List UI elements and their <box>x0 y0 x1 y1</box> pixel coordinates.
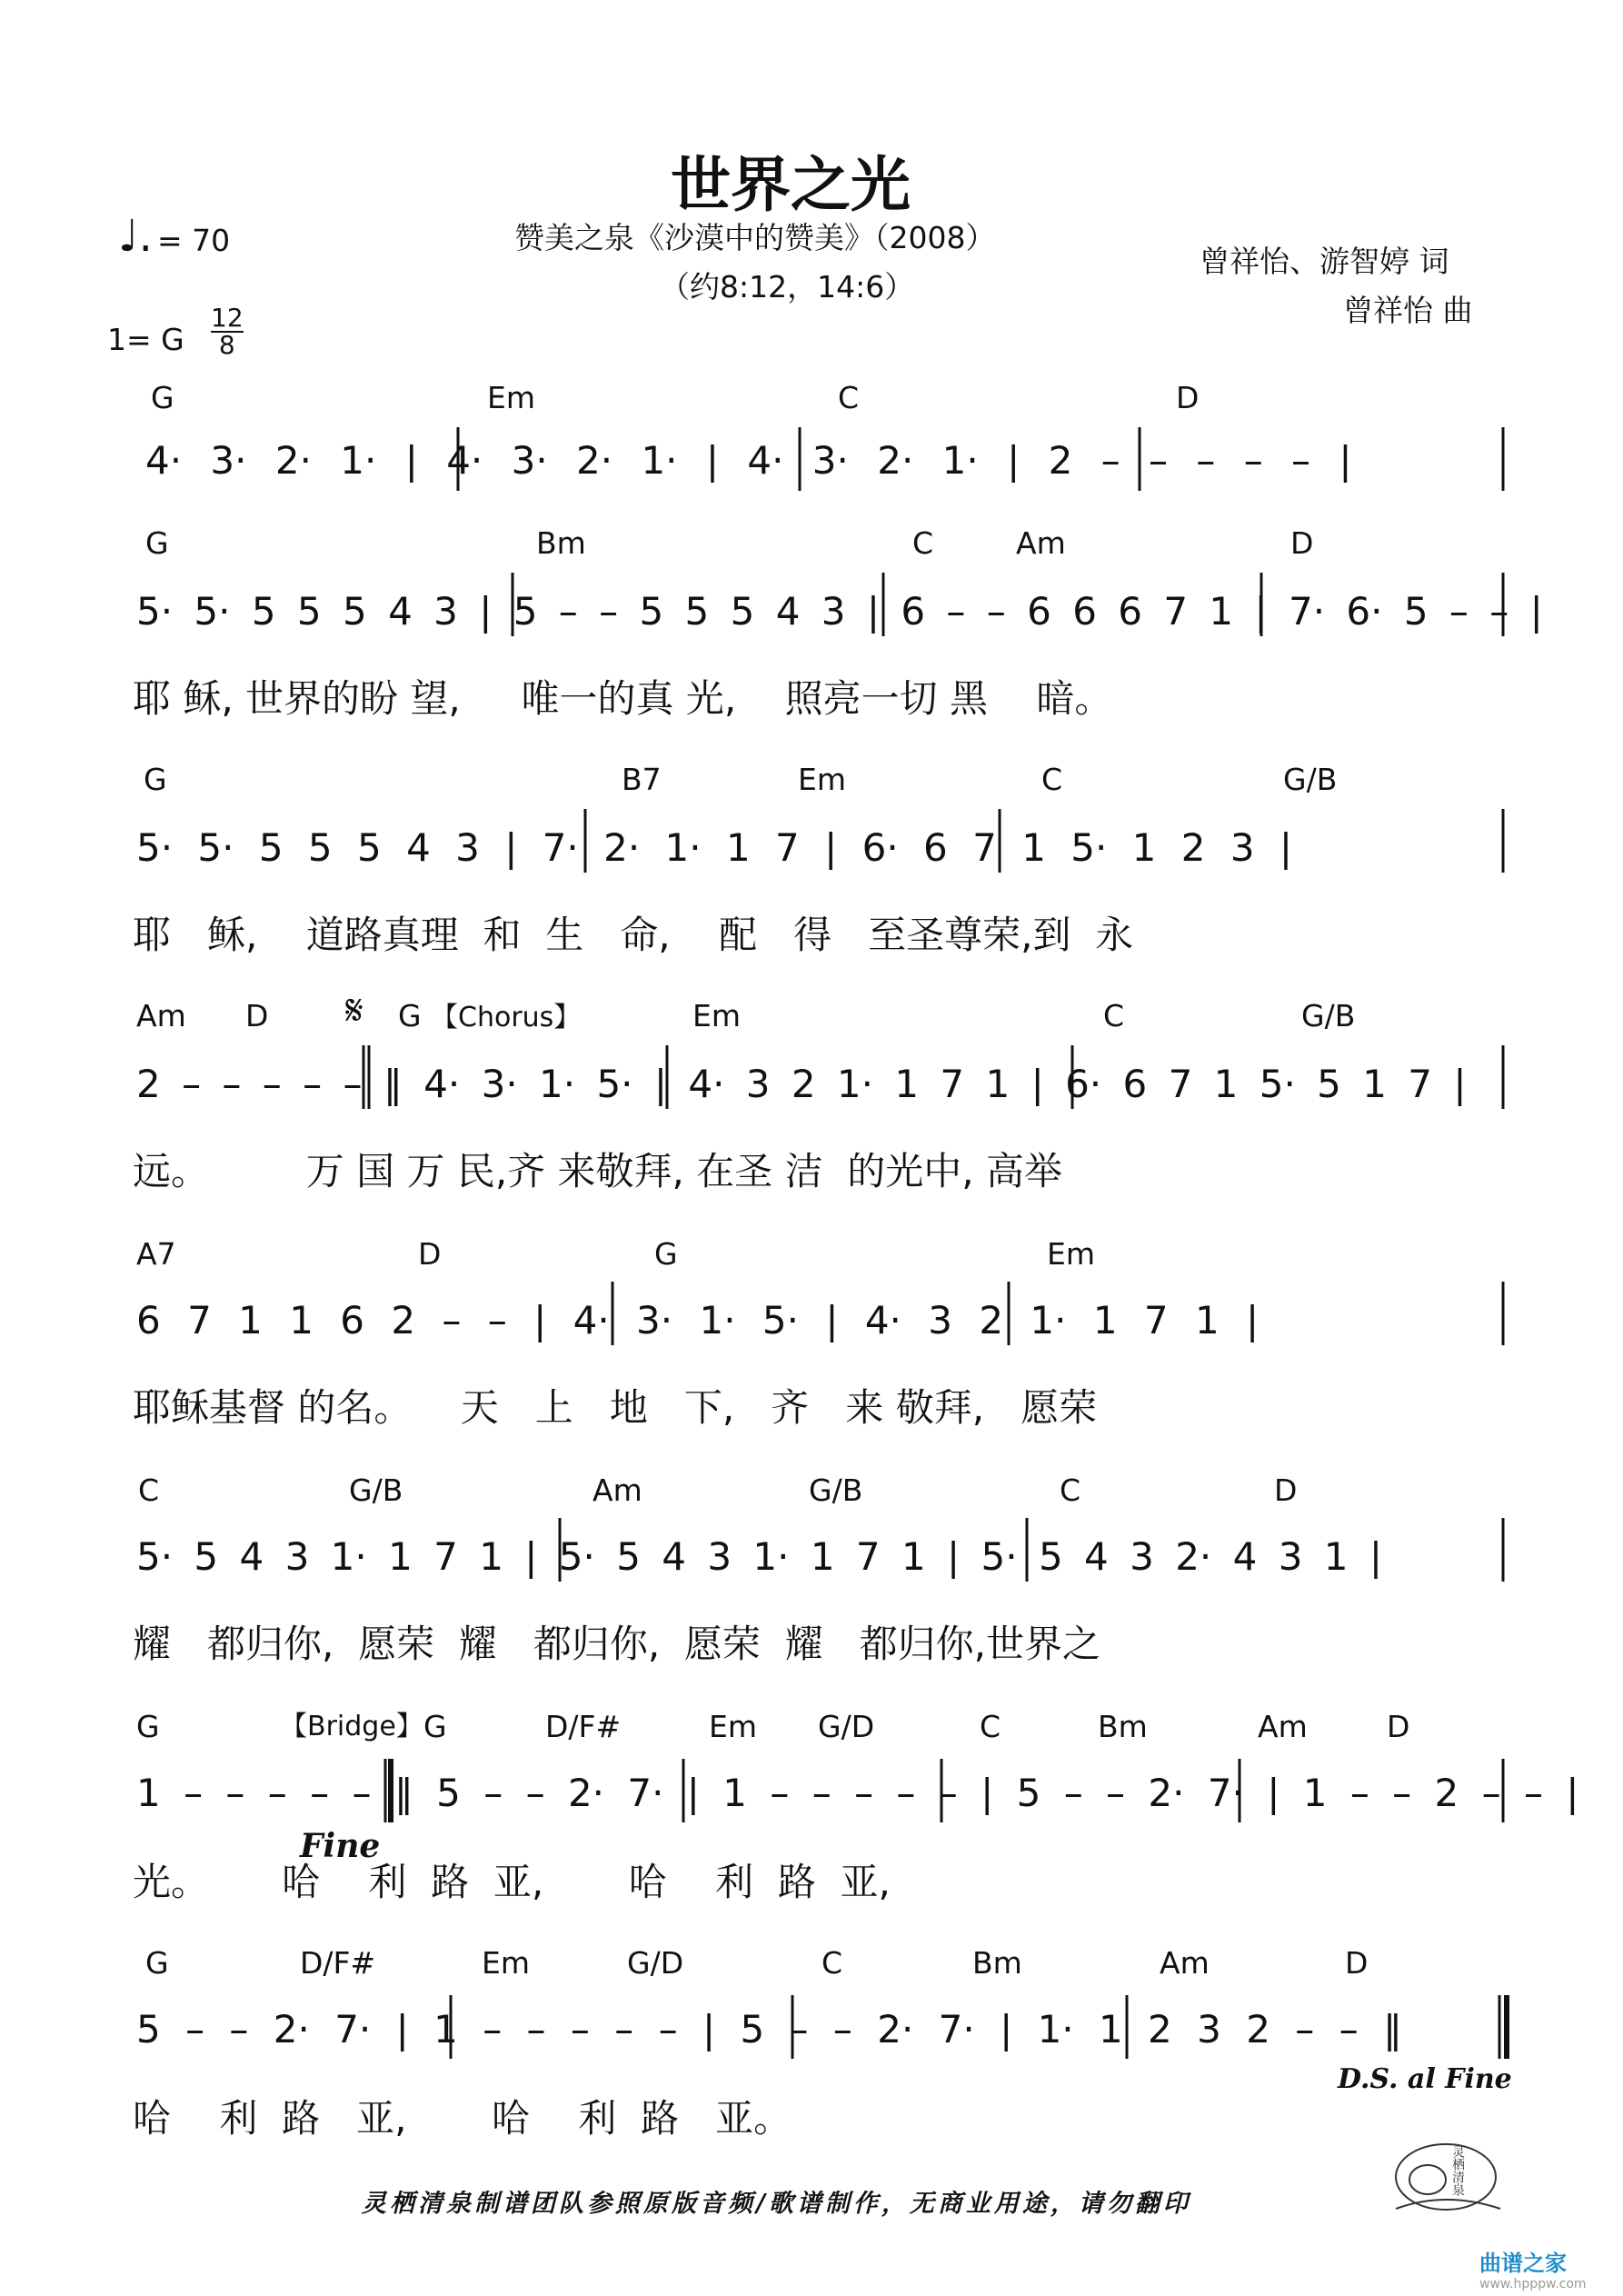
chord: G <box>398 998 422 1033</box>
chord: D <box>1274 1472 1298 1508</box>
segno-sign: 𝄋 <box>345 985 363 1034</box>
chord: G/B <box>349 1472 403 1508</box>
logo-text: 灵栖清泉 <box>1450 2145 1465 2196</box>
chord: D <box>1176 380 1200 415</box>
site-watermark-name: 曲谱之家 <box>1479 2251 1567 2276</box>
chord: G <box>654 1236 678 1272</box>
chord: C <box>838 380 860 415</box>
song-title: 世界之光 <box>671 150 911 220</box>
sheep-logo-icon <box>1378 2127 1514 2218</box>
chord: C <box>821 1945 843 1981</box>
notation-line: 2 – – – – – ‖ 4· 3· 1· 5· | 4· 3 2 1· 1 7 1 | 6· 6 7 1 5· 5 1 7 | <box>136 1062 1467 1106</box>
chord: G/B <box>809 1472 863 1508</box>
lyric-line: 耶 稣, 世界的盼 望, 唯一的真 光, 照亮一切 黑 暗。 <box>133 676 1113 721</box>
chord: G <box>151 380 174 415</box>
chord: G/B <box>1283 762 1338 797</box>
lyric-line: 远。 万 国 万 民,齐 来敬拜, 在圣 洁 的光中, 高举 <box>133 1149 1063 1193</box>
notation-line: 5· 5 4 3 1· 1 7 1 | 5· 5 4 3 1· 1 7 1 | 5· 5 4 3 2· 4 3 1 | <box>136 1534 1382 1579</box>
notation-line: 4· 3· 2· 1· | 4· 3· 2· 1· | 4· 3· 2· 1· | 2 – – – – – | <box>145 438 1352 483</box>
chord: G <box>145 1945 169 1981</box>
section-label-bridge: 【Bridge】 <box>280 1711 423 1742</box>
chord: G <box>423 1709 447 1744</box>
chord: G/D <box>627 1945 684 1981</box>
album-credit: 赞美之泉《沙漠中的赞美》（2008） <box>514 220 996 255</box>
ds-al-fine-marker: D.S. al Fine <box>1338 2063 1512 2095</box>
section-label-chorus: 【Chorus】 <box>431 1002 582 1033</box>
chord: G <box>144 762 167 797</box>
chord: Am <box>1016 525 1066 561</box>
chord: Am <box>136 998 186 1033</box>
notation-line: 5· 5· 5 5 5 4 3 | 7· 2· 1· 1 7 | 6· 6 7 1 5· 1 2 3 | <box>136 825 1293 870</box>
lyric-line: 哈 利 路 亚, 哈 利 路 亚。 <box>133 2096 792 2141</box>
lyric-line: 耶稣基督 的名。 天 上 地 下, 齐 来 敬拜, 愿荣 <box>133 1385 1098 1430</box>
chord: Em <box>482 1945 530 1981</box>
chord: Am <box>592 1472 642 1508</box>
lyric-line: 光。 哈 利 路 亚, 哈 利 路 亚, <box>133 1860 891 1904</box>
chord: D/F# <box>545 1709 622 1744</box>
chord: B7 <box>622 762 662 797</box>
chord: C <box>1103 998 1125 1033</box>
chord: C <box>1060 1472 1081 1508</box>
key-signature: 1= G <box>107 322 184 357</box>
composer-credit: 曾祥怡 曲 <box>1343 293 1473 328</box>
chord: G/D <box>818 1709 875 1744</box>
chord: Em <box>798 762 846 797</box>
lyric-line: 耶 稣, 道路真理 和 生 命, 配 得 至圣尊荣,到 永 <box>133 913 1134 957</box>
chord: Bm <box>972 1945 1022 1981</box>
fine-marker: Fine <box>300 1827 381 1865</box>
chord: D <box>418 1236 442 1272</box>
chord: Em <box>709 1709 757 1744</box>
lyricist-credit: 曾祥怡、游智婷 词 <box>1200 244 1449 279</box>
notation-line: 6 7 1 1 6 2 – – | 4· 3· 1· 5· | 4· 3 2 1· 1 7 1 | <box>136 1298 1260 1343</box>
dotted-quarter-note-icon: ♩. <box>118 211 153 262</box>
chord: A7 <box>136 1236 176 1272</box>
chord: C <box>980 1709 1001 1744</box>
scripture-reference: （约8:12，14:6） <box>660 269 915 304</box>
site-watermark <box>1479 2245 1587 2291</box>
chord: D <box>1345 1945 1369 1981</box>
chord: Am <box>1160 1945 1210 1981</box>
footer-note: 灵栖清泉制谱团队参照原版音频/歌谱制作，无商业用途，请勿翻印 <box>362 2190 1191 2218</box>
publisher-logo <box>1378 2127 1514 2218</box>
chord: Bm <box>1098 1709 1148 1744</box>
chord: Am <box>1258 1709 1308 1744</box>
time-signature: 12 8 <box>211 303 244 360</box>
chord: Em <box>692 998 741 1033</box>
chord: Em <box>487 380 535 415</box>
chord: C <box>138 1472 160 1508</box>
notation-line: 5 – – 2· 7· | 1 – – – – – | 5 – – 2· 7· | 1· 1 2 3 2 – – ‖ <box>136 2007 1402 2051</box>
chord: Em <box>1047 1236 1095 1272</box>
chord: D <box>1387 1709 1410 1744</box>
chord: D <box>1290 525 1314 561</box>
site-watermark-url: www.hpppw.com <box>1479 2277 1587 2291</box>
lyric-line: 耀 都归你, 愿荣 耀 都归你, 愿荣 耀 都归你,世界之 <box>133 1622 1101 1666</box>
chord: C <box>912 525 934 561</box>
chord: G/B <box>1301 998 1356 1033</box>
tempo-marking: ♩. = 70 <box>118 211 231 262</box>
chord: G <box>136 1709 160 1744</box>
chord: Bm <box>536 525 586 561</box>
chord: D <box>245 998 269 1033</box>
chord: C <box>1041 762 1063 797</box>
notation-line: 1 – – – – – ‖ 5 – – 2· 7· | 1 – – – – – | 5 – – 2· 7· | 1 – – 2 – – | <box>136 1771 1579 1815</box>
chord: G <box>145 525 169 561</box>
notation-line: 5· 5· 5 5 5 4 3 | 5 – – 5 5 5 4 3 | 6 – – 6 6 6 7 1 | 7· 6· 5 – – | <box>136 589 1543 634</box>
chord: D/F# <box>300 1945 376 1981</box>
